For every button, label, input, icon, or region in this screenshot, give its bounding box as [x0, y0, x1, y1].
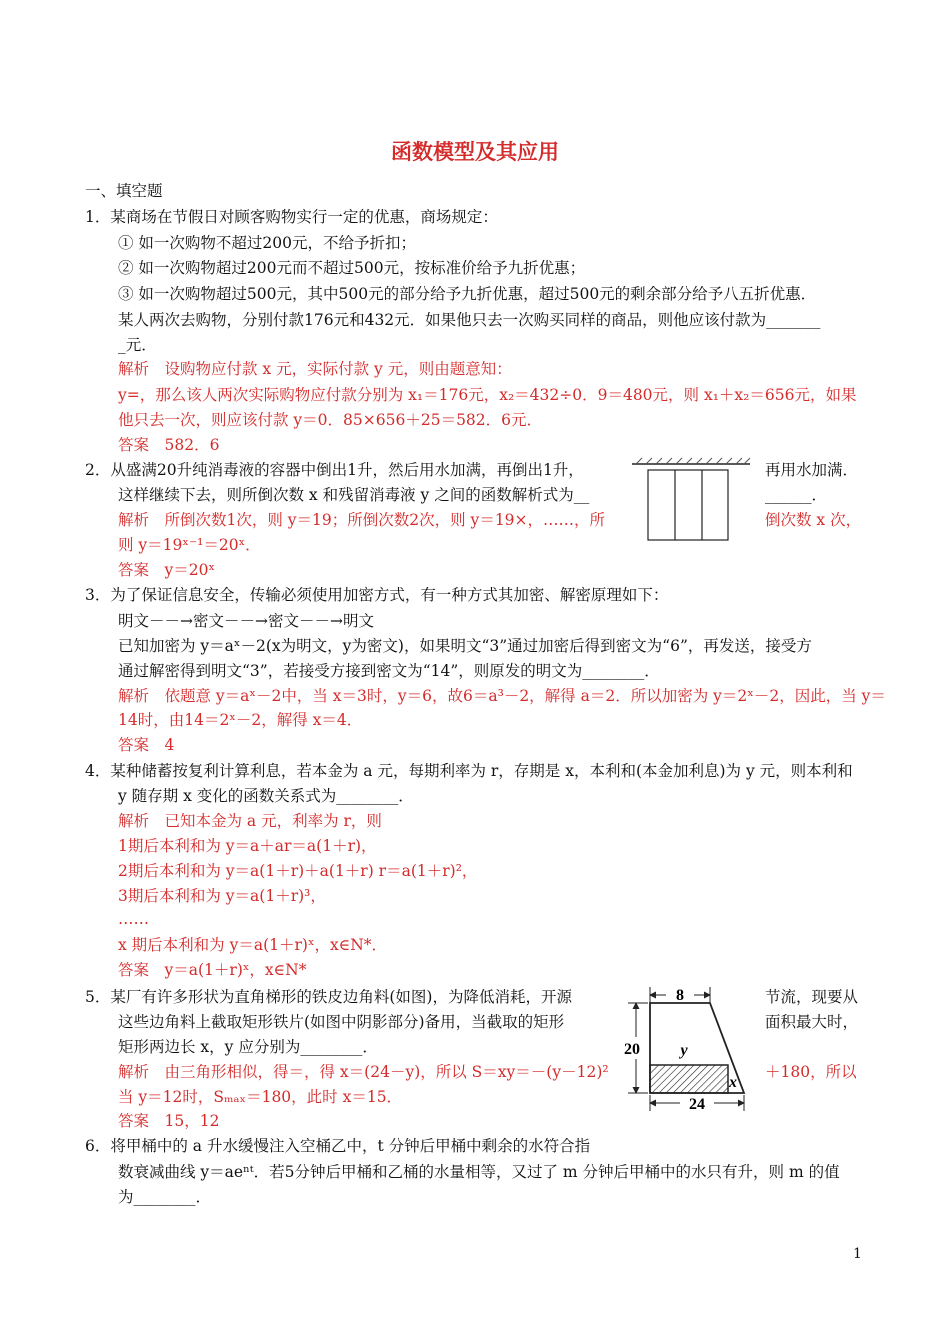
trapezoid-figure: [618, 985, 758, 1115]
q5-stem-1b: 节流，现要从: [765, 988, 859, 1006]
section-heading: 一、填空题: [85, 182, 163, 200]
figure-label-x: x: [729, 1074, 737, 1091]
container-figure: [630, 454, 754, 544]
q4-analysis-4: 3期后本利和为 y＝a(1＋r)³，: [118, 887, 326, 905]
figure-label-left: 20: [624, 1041, 640, 1058]
q3-text-1: 已知加密为 y＝aˣ－2(x为明文，y为密文)，如果明文“3”通过加密后得到密文为“6”，再发送，接受方: [118, 637, 812, 655]
q6-stem-1: 6．将甲桶中的 a 升水缓慢注入空桶乙中，t 分钟后甲桶中剩余的水符合指: [85, 1137, 591, 1155]
q1-stem: 1．某商场在节假日对顾客购物实行一定的优惠，商场规定：: [85, 208, 498, 226]
figure-label-y: y: [680, 1042, 688, 1059]
page-title: 函数模型及其应用: [391, 140, 559, 164]
q3-answer: 答案 4: [118, 736, 175, 754]
q5-analysis-2: 当 y＝12时，Sₘₐₓ＝180，此时 x＝15．: [118, 1088, 403, 1106]
q3-analysis-1: 解析 依题意 y＝aˣ－2中，当 x＝3时，y＝6，故6＝a³－2，解得 a＝2．所以加密为 y＝2ˣ－2，因此，当 y＝: [118, 687, 886, 705]
q2-analysis-1: 解析 所倒次数1次，则 y＝19；所倒次数2次，则 y＝19×，……，所: [118, 511, 606, 529]
q2-stem-1: 2．从盛满20升纯消毒液的容器中倒出1升，然后用水加满，再倒出1升，: [85, 461, 584, 479]
q5-stem-2: 这些边角料上截取矩形铁片(如图中阴影部分)备用，当截取的矩形: [118, 1013, 565, 1031]
q5-stem-3: 矩形两边长 x，y 应分别为________．: [118, 1038, 378, 1056]
q4-analysis-1: 解析 已知本金为 a 元，利率为 r，则: [118, 812, 382, 830]
q4-analysis-5: ……: [118, 910, 149, 928]
q4-answer: 答案 y＝a(1＋r)ˣ，x∈N*: [118, 961, 307, 979]
q5-stem-1: 5．某厂有许多形状为直角梯形的铁皮边角料(如图)，为降低消耗，开源: [85, 988, 572, 1006]
q1-text-2: _元．: [118, 336, 157, 354]
q1-text-1: 某人两次去购物，分别付款176元和432元．如果他只去一次购买同样的商品，则他应该付款为_______: [118, 311, 821, 329]
q2-stem-2b: ______．: [765, 486, 828, 504]
q4-analysis-2: 1期后本利和为 y＝a＋ar＝a(1＋r)，: [118, 837, 377, 855]
q1-rule-1: ① 如一次购物不超过200元，不给予折扣；: [118, 234, 417, 252]
figure-label-top: 8: [676, 987, 684, 1004]
q6-stem-2: 数衰减曲线 y＝aeⁿᵗ．若5分钟后甲桶和乙桶的水量相等，又过了 m 分钟后甲桶中的水只有升，则 m 的值: [118, 1163, 840, 1181]
q5-stem-2b: 面积最大时，: [765, 1013, 859, 1031]
q5-answer: 答案 15，12: [118, 1112, 220, 1130]
q2-analysis-2: 则 y＝19ˣ⁻¹＝20ˣ．: [118, 536, 261, 554]
q3-analysis-2: 14时，由14＝2ˣ－2，解得 x＝4．: [118, 711, 363, 729]
q1-analysis-3: 他只去一次，则应该付款 y＝0．85×656＋25＝582．6元．: [118, 411, 543, 429]
q2-stem-2: 这样继续下去，则所倒次数 x 和残留消毒液 y 之间的函数解析式为__: [118, 486, 590, 504]
q3-stem: 3．为了保证信息安全，传输必须使用加密方式，有一种方式其加密、解密原理如下：: [85, 586, 669, 604]
q4-stem-1: 4．某种储蓄按复利计算利息，若本金为 a 元，每期利率为 r，存期是 x，本利和(本金加利息)为 y 元，则本利和: [85, 762, 853, 780]
q5-analysis-1b: ＋180，所以: [765, 1063, 857, 1081]
q6-stem-3: 为________．: [118, 1188, 212, 1206]
q4-stem-2: y 随存期 x 变化的函数关系式为________．: [118, 787, 414, 805]
q5-analysis-1: 解析 由三角形相似，得＝，得 x＝(24－y)，所以 S＝xy＝－(y－12)²: [118, 1063, 609, 1081]
q1-rule-2: ② 如一次购物超过200元而不超过500元，按标准价给予九折优惠；: [118, 259, 586, 277]
q1-analysis-2: y=，那么该人两次实际购物应付款分别为 x₁＝176元，x₂＝432÷0．9＝480元，则 x₁＋x₂＝656元，如果: [118, 386, 857, 404]
q4-analysis-6: x 期后本利和为 y＝a(1＋r)ˣ，x∈N*．: [118, 936, 388, 954]
q3-flow: 明文－－→密文－－→密文－－→明文: [118, 612, 374, 630]
q2-stem-1b: 再用水加满．: [765, 461, 859, 479]
q1-rule-3: ③ 如一次购物超过500元，其中500元的部分给予九折优惠，超过500元的剩余部分给予八五折优惠．: [118, 285, 817, 303]
q2-analysis-1b: 倒次数 x 次，: [765, 511, 862, 529]
q4-analysis-3: 2期后本利和为 y＝a(1＋r)＋a(1＋r) r＝a(1＋r)²，: [118, 862, 478, 880]
q1-analysis-1: 解析 设购物应付款 x 元，实际付款 y 元，则由题意知：: [118, 360, 512, 378]
q1-answer: 答案 582．6: [118, 436, 220, 454]
q2-answer: 答案 y＝20ˣ: [118, 561, 216, 579]
page-number: 1: [853, 1246, 862, 1262]
q3-text-2: 通过解密得到明文“3”，若接受方接到密文为“14”，则原发的明文为________．: [118, 662, 660, 680]
figure-label-bottom: 24: [689, 1096, 705, 1113]
